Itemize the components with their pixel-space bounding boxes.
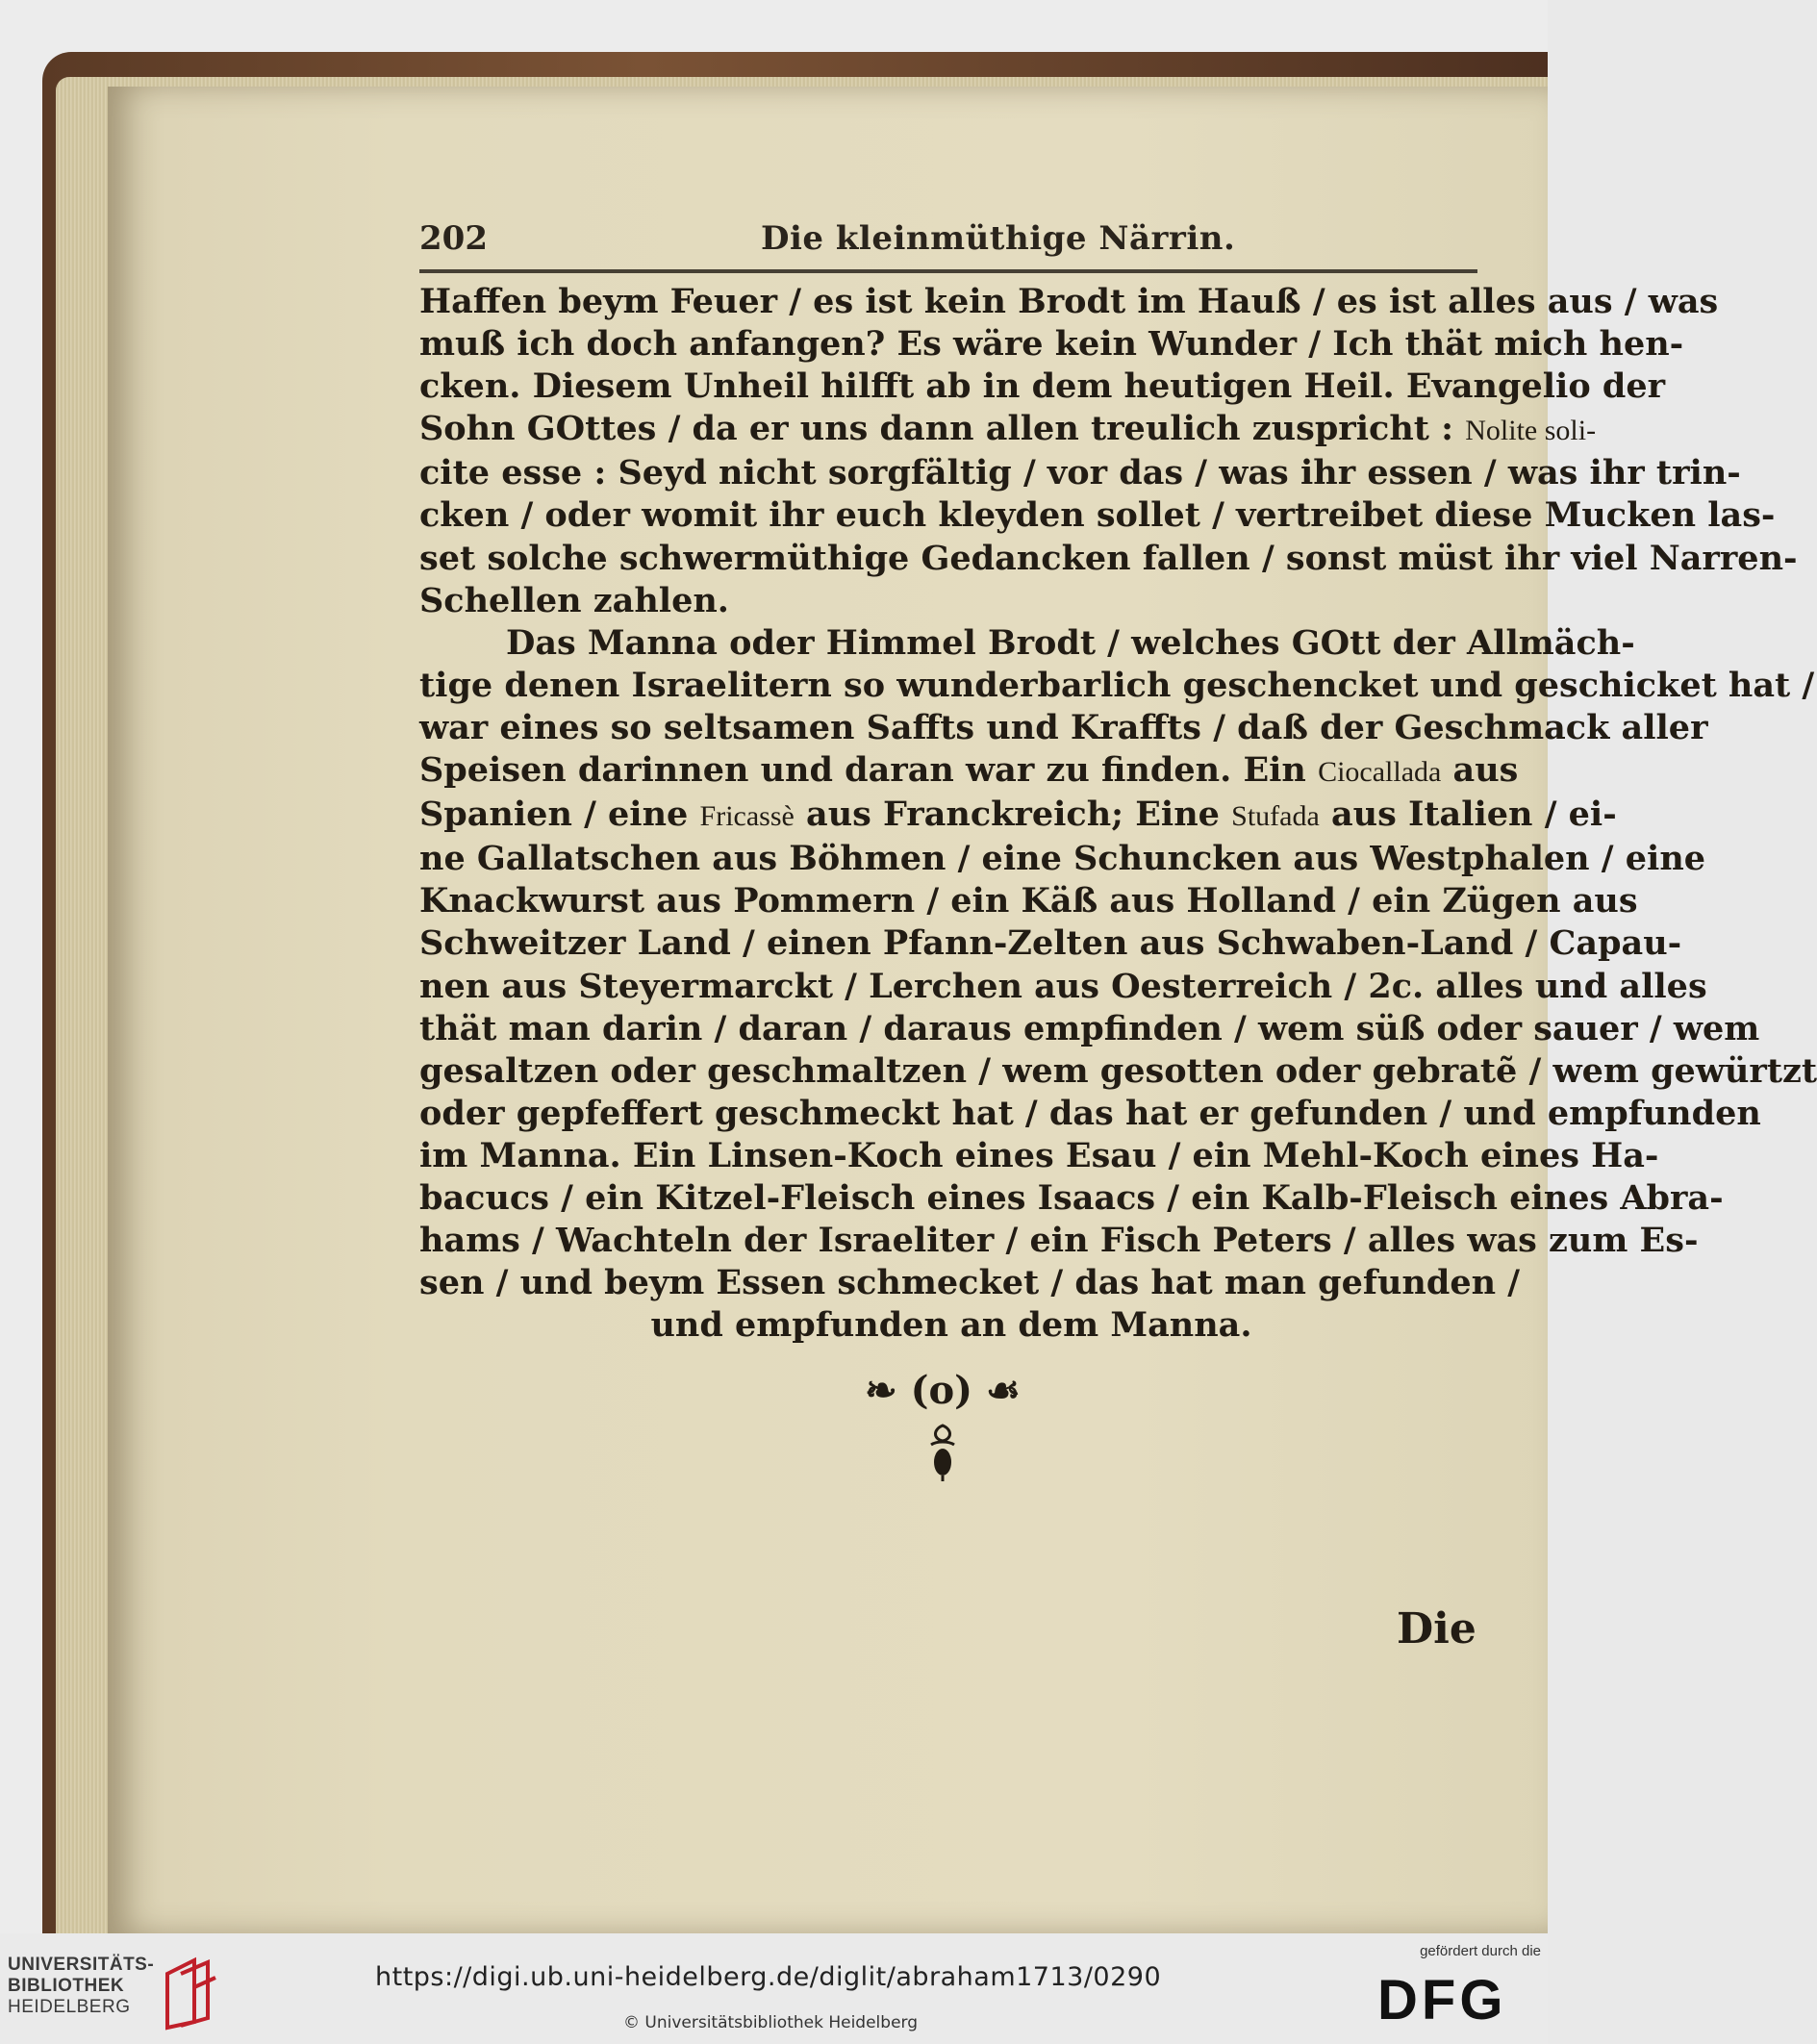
text-line: nen aus Steyermarckt / Lerchen aus Oesterreich / 2c. alles und alles: [419, 966, 1707, 1006]
running-head: Die kleinmüthige Närrin.: [761, 219, 1236, 258]
text-segment: Speisen darinnen und daran war zu finden. Ein: [419, 750, 1306, 791]
text-line: Schweitzer Land / einen Pfann-Zelten aus Schwaben-Land / Capau-: [419, 923, 1682, 964]
text-line: cken / oder womit ihr euch kleyden sollet / vertreibet diese Mucken las-: [419, 495, 1776, 536]
foreign-word: Stufada: [1231, 800, 1320, 833]
text-line: Haffen beym Feuer / es ist kein Brodt im Hauß / es ist alles aus / was: [419, 282, 1719, 321]
text-segment: Spanien / eine: [419, 795, 689, 835]
text-line: gesaltzen oder geschmaltzen / wem gesotten oder gebratẽ / wem gewürtzt: [419, 1050, 1817, 1091]
foreign-word: Fricassè: [699, 800, 795, 833]
text-line: [419, 749, 1519, 794]
flower-ornament-icon: [923, 1422, 962, 1483]
text-line: war eines so seltsamen Saffts und Kraffts / daß der Geschmack aller: [419, 707, 1708, 747]
ornament-divider: [808, 1368, 1077, 1413]
copyright-notice: © Universitätsbibliothek Heidelberg: [623, 2013, 919, 2032]
text-segment: aus Franckreich; Eine: [794, 795, 1232, 835]
page-header: [419, 219, 1477, 267]
text-line: cken. Diesem Unheil hilfft ab in dem heutigen Heil. Evangelio der: [419, 366, 1666, 407]
text-line: hams / Wachteln der Israeliter / ein Fisch Peters / alles was zum Es-: [419, 1221, 1699, 1261]
text-line: im Manna. Ein Linsen-Koch eines Esau / ein Mehl-Koch eines Ha-: [419, 1135, 1659, 1175]
library-mark-icon: [162, 1955, 219, 2030]
text-line: thät man darin / daran / daraus empfinden / wem süß oder sauer / wem: [419, 1008, 1760, 1048]
text-line: muß ich doch anfangen? Es wäre kein Wunder / Ich thät mich hen-: [419, 324, 1684, 365]
ornament-left-icon: ❧: [865, 1368, 897, 1413]
latin-phrase: Nolite soli-: [1465, 415, 1597, 447]
viewer-footer: [0, 1933, 1548, 2044]
funding-label: gefördert durch die: [1420, 1943, 1541, 1959]
text-line: [419, 408, 1597, 452]
text-line: [419, 794, 1617, 838]
permalink-url[interactable]: https://digi.ub.uni-heidelberg.de/diglit/abraham1713/0290: [375, 1962, 1162, 1992]
text-segment: Sohn GOttes / da er uns dann allen treulich zuspricht :: [419, 409, 1454, 449]
catchword: Die: [1397, 1604, 1476, 1653]
library-logo[interactable]: [8, 1955, 239, 2031]
library-name: [8, 1955, 154, 2018]
text-line: bacucs / ein Kitzel-Fleisch eines Isaacs / ein Kalb-Fleisch eines Abra-: [419, 1177, 1724, 1218]
body-text: [419, 281, 1817, 1347]
text-segment: aus Italien / ei-: [1319, 795, 1617, 835]
text-line: ne Gallatschen aus Böhmen / eine Schuncken aus Westphalen / eine: [419, 839, 1706, 879]
page-number: 202: [419, 219, 488, 258]
text-line: cite esse : Seyd nicht sorgfältig / vor das / was ihr essen / was ihr trin-: [419, 453, 1741, 493]
ornament-right-icon: ☙: [986, 1368, 1021, 1413]
library-line3: HEIDELBERG: [8, 1997, 131, 2017]
library-line1: UNIVERSITÄTS-: [8, 1955, 155, 1975]
text-line: Das Manna oder Himmel Brodt / welches GOtt der Allmäch-: [506, 622, 1635, 663]
text-line: sen / und beym Essen schmecket / das hat man gefunden /: [419, 1263, 1521, 1303]
header-rule: [419, 269, 1477, 273]
text-line: tige denen Israelitern so wunderbarlich geschencket und geschicket hat /: [419, 665, 1815, 705]
library-line2: BIBLIOTHEK: [8, 1976, 125, 1996]
dfg-wordmark: DFG: [1377, 1969, 1507, 2031]
text-line: Schellen zahlen.: [419, 580, 729, 620]
text-line: oder gepfeffert geschmeckt hat / das hat er gefunden / und empfunden: [419, 1093, 1761, 1133]
dfg-logo[interactable]: [1377, 1943, 1541, 2039]
text-line: und empfunden an dem Manna.: [650, 1305, 1252, 1346]
text-line: Knackwurst aus Pommern / ein Käß aus Holland / ein Zügen aus: [419, 881, 1638, 921]
text-segment: aus: [1441, 750, 1519, 791]
foreign-word: Ciocallada: [1318, 756, 1442, 789]
text-line: set solche schwermüthige Gedancken fallen / sonst müst ihr viel Narren-: [419, 538, 1798, 578]
ornament-center: (o): [910, 1368, 973, 1413]
